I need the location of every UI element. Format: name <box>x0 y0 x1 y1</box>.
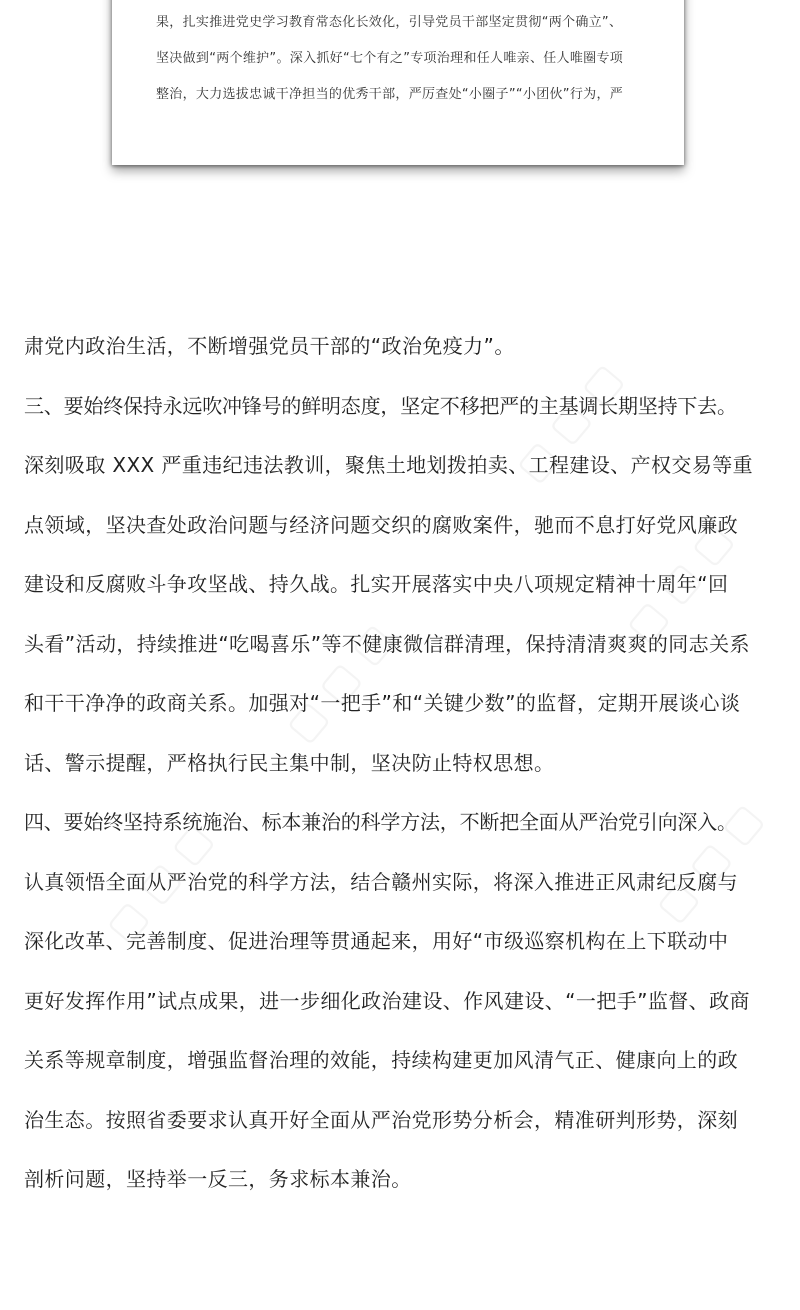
body-line: 肃党内政治生活，不断增强党员干部的“政治免疫力”。 <box>24 334 515 358</box>
body-line: 认真领悟全面从严治党的科学方法，结合赣州实际，将深入推进正风肃纪反腐与 <box>24 869 738 894</box>
body-line: 剖析问题，坚持举一反三，务求标本兼治。 <box>24 1167 412 1191</box>
card-line: 坚决做到“两个维护”。深入抓好“七个有之”专项治理和任人唯亲、任人唯圈专项 <box>156 51 624 66</box>
card-line: 整治，大力选拔忠诚干净担当的优秀干部，严厉查处“小圈子”“小团伙”行为，严 <box>156 87 624 102</box>
body-line: 和干干净净的政商关系。加强对“一把手”和“关键少数”的监督，定期开展谈心谈 <box>24 691 741 715</box>
card-text <box>156 13 656 121</box>
body-line: 话、警示提醒，严格执行民主集中制，坚决防止特权思想。 <box>24 750 555 775</box>
document-body <box>24 327 780 1220</box>
body-line: 点领域，坚决查处政治问题与经济问题交织的腐败案件，驰而不息打好党风廉政 <box>24 512 738 537</box>
body-line: 治生态。按照省委要求认真开好全面从严治党形势分析会，精准研判形势，深刻 <box>24 1107 738 1132</box>
card-line: 果，扎实推进党史学习教育常态化长效化，引导党员干部坚定贯彻“两个确立”、 <box>156 15 623 30</box>
body-line: 建设和反腐败斗争攻坚战、持久战。扎实开展落实中央八项规定精神十周年“回 <box>24 572 729 596</box>
body-line: 关系等规章制度，增强监督治理的效能，持续构建更加风清气正、健康向上的政 <box>24 1048 738 1072</box>
body-line: 更好发挥作用”试点成果，进一步细化政治建设、作风建设、“一把手”监督、政商 <box>24 988 750 1013</box>
section-heading-4: 四、要始终坚持系统施治、标本兼治的科学方法，不断把全面从严治党引向深入。 <box>24 810 737 834</box>
section-heading-3: 三、要始终保持永远吹冲锋号的鲜明态度，坚定不移把严的主基调长期坚持下去。 <box>24 393 737 418</box>
body-line: 深刻吸取 XXX 严重违纪违法教训，聚焦土地划拨拍卖、工程建设、产权交易等重 <box>24 453 754 477</box>
document-preview-card <box>112 0 684 165</box>
body-line: 深化改革、完善制度、促进治理等贯通起来，用好“市级巡察机构在上下联动中 <box>24 929 729 953</box>
body-line: 头看”活动，持续推进“吃喝喜乐”等不健康微信群清理，保持清清爽爽的同志关系 <box>24 631 750 656</box>
